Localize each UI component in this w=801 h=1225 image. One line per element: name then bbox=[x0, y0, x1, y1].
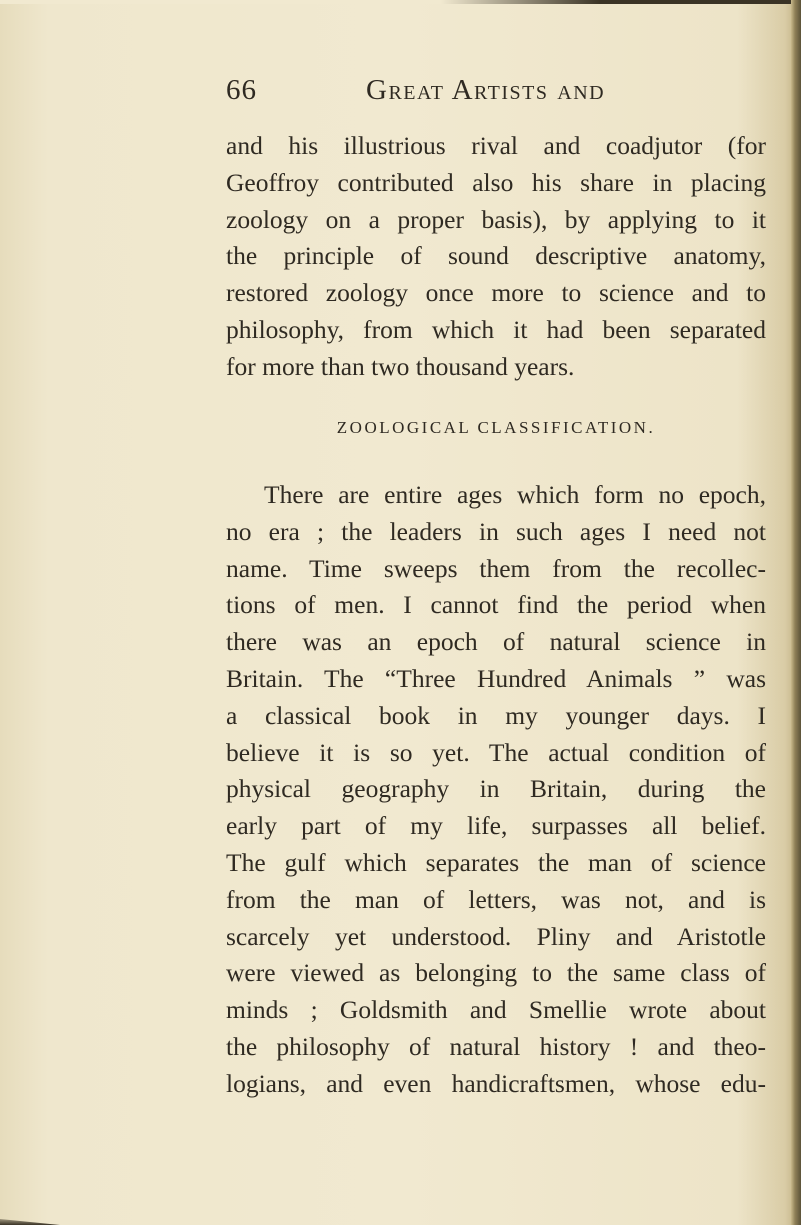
text-line: restored zoology once more to science and to bbox=[226, 278, 766, 308]
text-line: a classical book in my younger days. I bbox=[226, 700, 766, 730]
page-header bbox=[226, 74, 766, 114]
text-line: There are entire ages which form no epoch, bbox=[264, 480, 766, 509]
text-line: Geoffroy contributed also his share in placing bbox=[226, 167, 766, 197]
text-line: tions of men. I cannot find the period when bbox=[226, 590, 766, 620]
text-line: name. Time sweeps them from the recollec- bbox=[226, 553, 766, 583]
page-binding-edge bbox=[791, 0, 801, 1225]
section-heading: ZOOLOGICAL CLASSIFICATION. bbox=[336, 418, 656, 437]
text-line: the principle of sound descriptive anatomy, bbox=[226, 241, 766, 271]
text-line: minds ; Goldsmith and Smellie wrote about bbox=[226, 995, 766, 1025]
text-line: philosophy, from which it had been separated bbox=[226, 314, 766, 344]
text-line: Britain. The “Three Hundred Animals ” was bbox=[226, 663, 766, 693]
text-line: logians, and even handicraftsmen, whose edu- bbox=[226, 1068, 766, 1098]
page-corner-shadow bbox=[0, 1215, 60, 1225]
text-line: physical geography in Britain, during the bbox=[226, 774, 766, 804]
paragraph-2 bbox=[226, 477, 766, 1103]
text-line: the philosophy of natural history ! and theo- bbox=[226, 1031, 766, 1061]
text-line: for more than two thousand years. bbox=[226, 351, 575, 381]
text-line: The gulf which separates the man of science bbox=[226, 847, 766, 877]
text-line: believe it is so yet. The actual condition of bbox=[226, 737, 766, 767]
text-line: scarcely yet understood. Pliny and Aristotle bbox=[226, 921, 766, 951]
text-line: there was an epoch of natural science in bbox=[226, 627, 766, 657]
text-line: early part of my life, surpasses all belief. bbox=[226, 811, 766, 841]
text-line: and his illustrious rival and coadjutor (for bbox=[226, 131, 766, 160]
text-line: zoology on a proper basis), by applying to it bbox=[226, 204, 766, 234]
text-line: no era ; the leaders in such ages I need not bbox=[226, 516, 766, 546]
page-top-edge bbox=[0, 0, 801, 4]
running-head: Great Artists and bbox=[366, 74, 606, 106]
page-number: 66 bbox=[226, 74, 257, 106]
paragraph-1 bbox=[226, 128, 766, 386]
text-line: were viewed as belonging to the same class of bbox=[226, 958, 766, 988]
text-line: from the man of letters, was not, and is bbox=[226, 884, 766, 914]
